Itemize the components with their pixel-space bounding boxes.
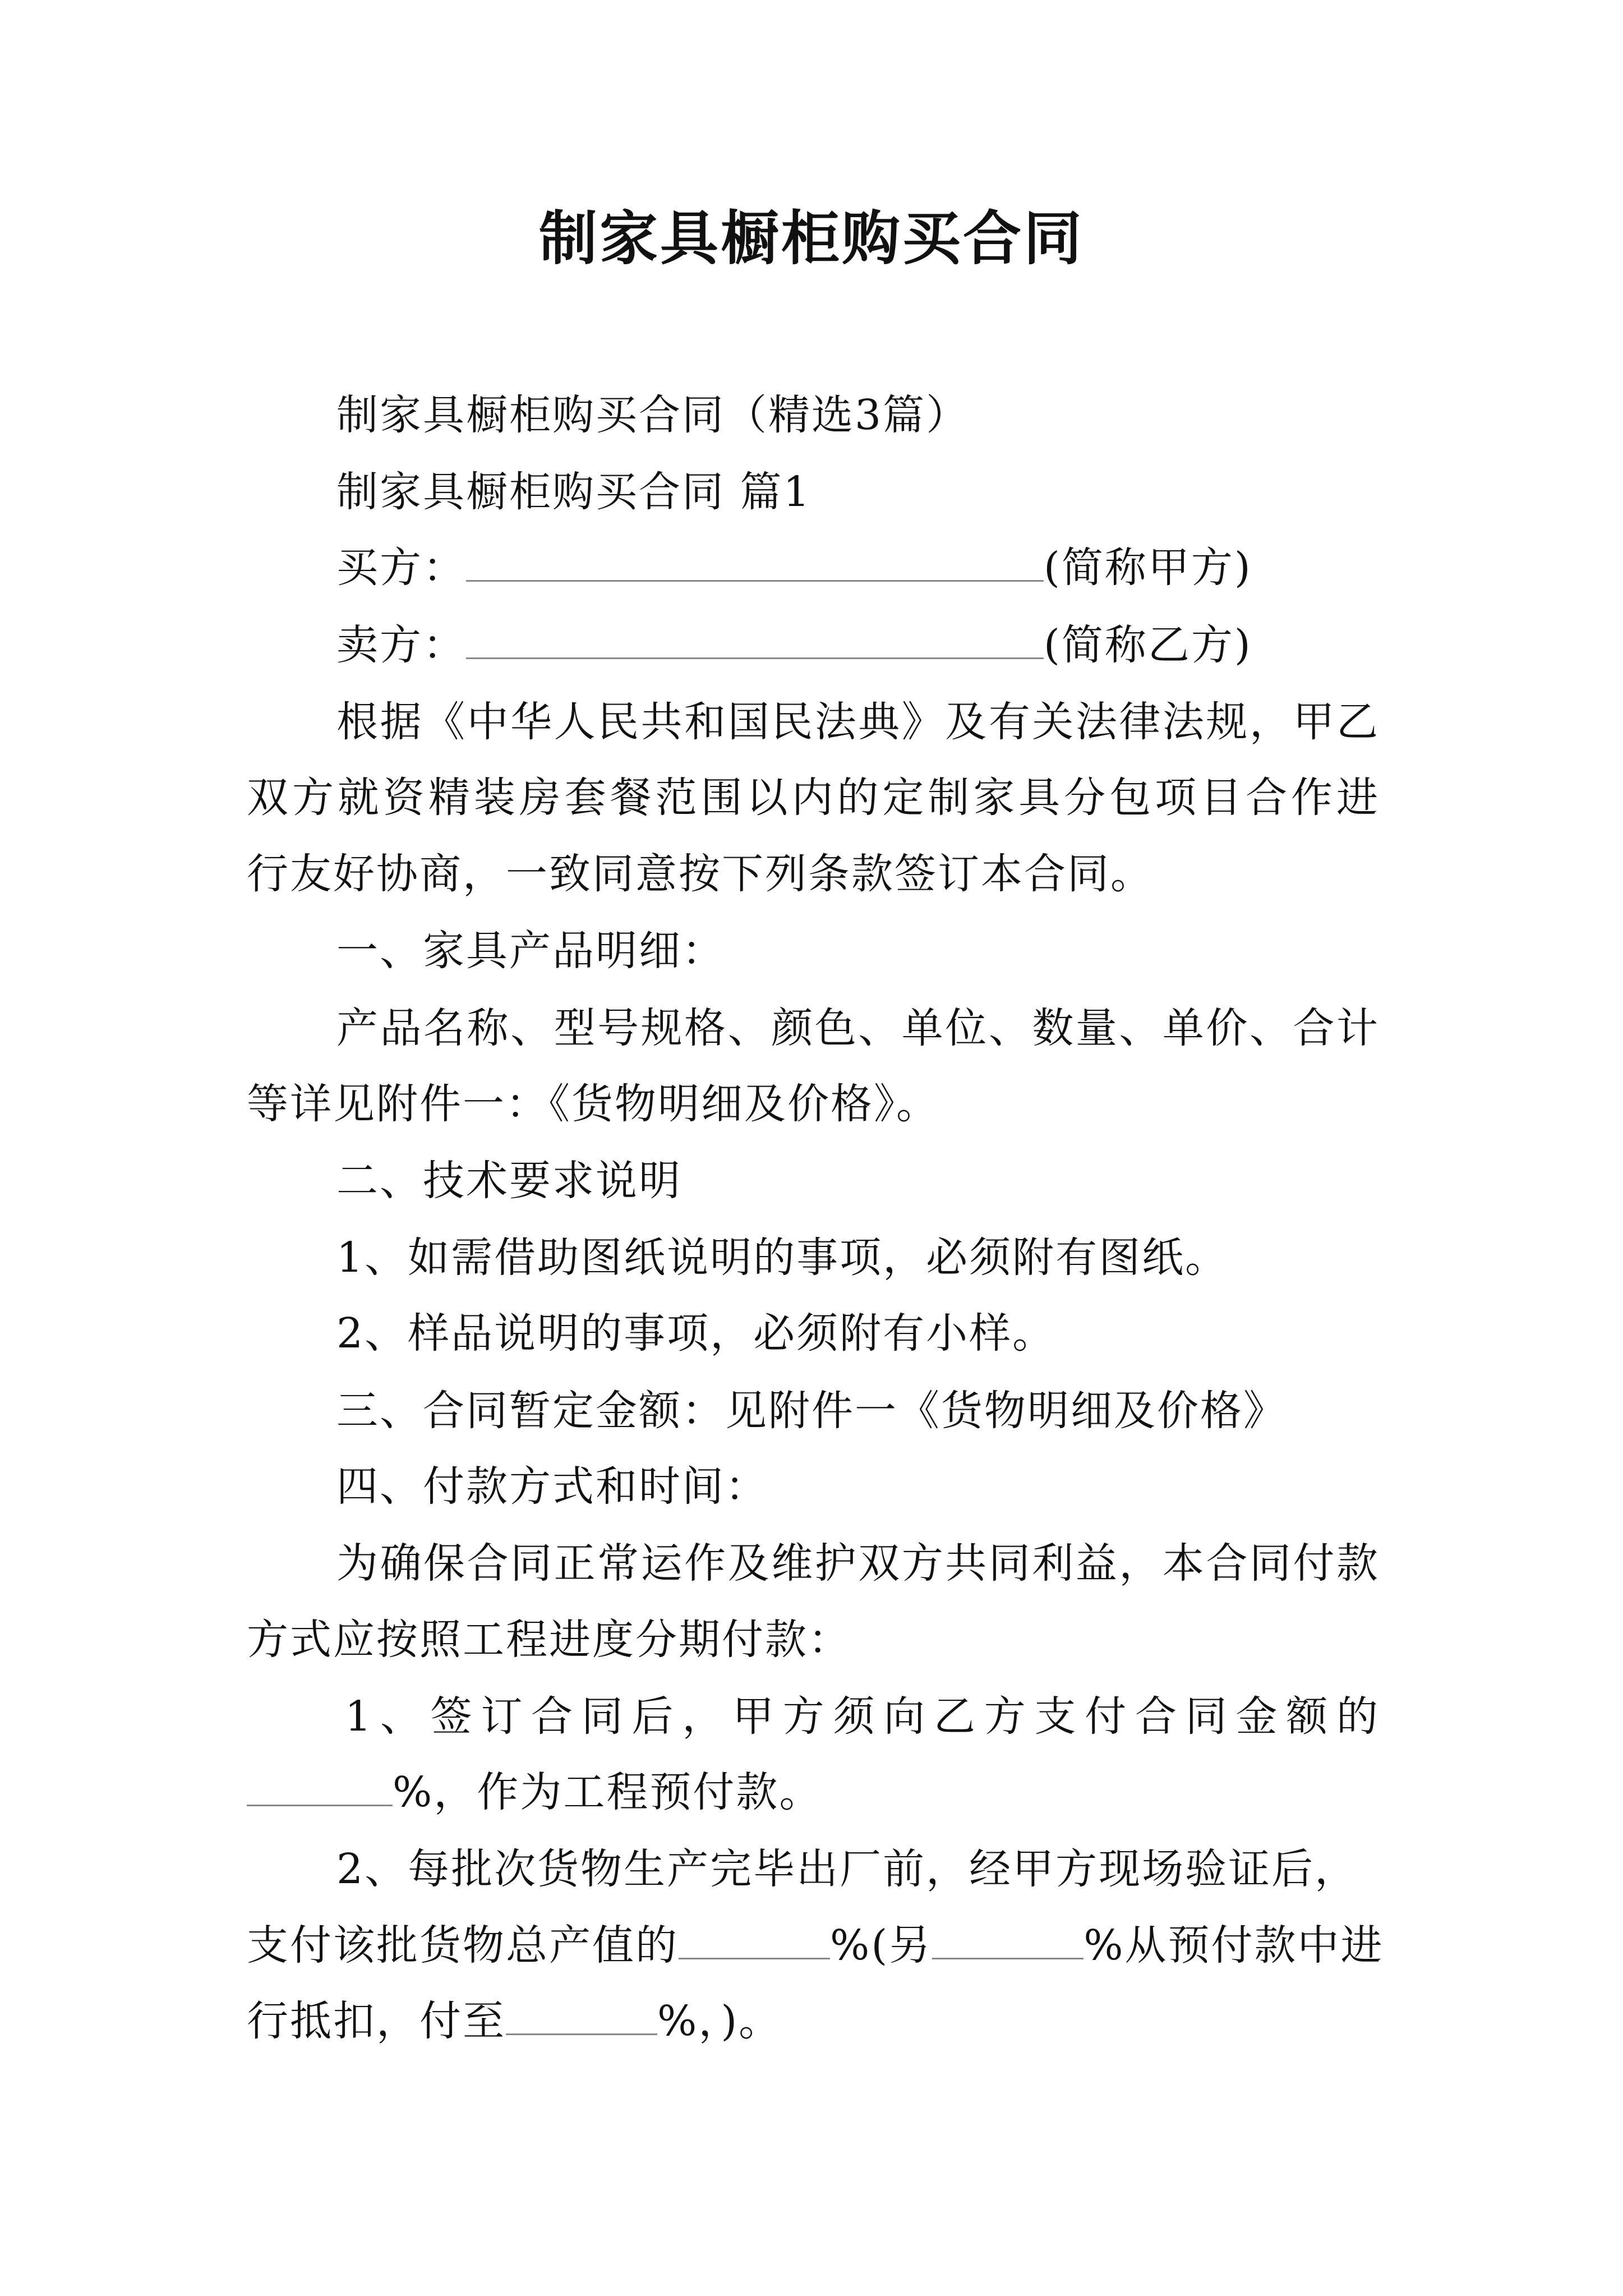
payment-item-2-line: 2、每批次货物生产完毕出厂前，经甲方现场验证后， — [336, 1845, 1358, 1893]
seller-line — [336, 617, 1380, 673]
payment-item-2-text: %，)。 — [657, 1997, 782, 2045]
payment-item-2-text: %(另 — [830, 1921, 933, 1970]
payment-item-1-text: %，作为工程预付款。 — [393, 1768, 823, 1816]
document-subtitle: 制家具橱柜购买合同（精选3篇） — [336, 391, 970, 439]
section-2-item: 2、样品说明的事项，必须附有小样。 — [336, 1309, 1056, 1358]
buyer-label: 买方： — [336, 544, 466, 592]
section-3-heading: 三、合同暂定金额：见附件一《货物明细及价格》 — [336, 1387, 1287, 1435]
section-1-heading: 一、家具产品明细： — [336, 927, 725, 975]
intro-line: 双方就资精装房套餐范围以内的定制家具分包项目合作进 — [247, 774, 1380, 822]
seller-label: 卖方： — [336, 621, 466, 669]
document-title: 制家具橱柜购买合同 — [538, 204, 1084, 273]
percent-blank — [932, 1918, 1083, 1959]
payment-item-2-line — [247, 1917, 1384, 1973]
section-4-heading: 四、付款方式和时间： — [336, 1462, 768, 1511]
section-1-line: 等详见附件一：《货物明细及价格》。 — [247, 1080, 939, 1128]
seller-suffix: (简称乙方) — [1044, 621, 1252, 669]
payment-item-1-line — [247, 1764, 1380, 1820]
buyer-name-blank — [466, 541, 1044, 582]
payment-item-2-line — [247, 1993, 1380, 2049]
intro-line: 行友好协商，一致同意按下列条款签订本合同。 — [247, 850, 1154, 898]
section-1-line: 产品名称、型号规格、颜色、单位、数量、单价、合计 — [336, 1004, 1380, 1052]
payment-item-2-text: %从预付款中进 — [1083, 1921, 1384, 1970]
percent-blank — [506, 1994, 657, 2035]
payment-item-2-text: 行抵扣，付至 — [247, 1997, 506, 2045]
section-heading: 制家具橱柜购买合同 篇1 — [336, 468, 811, 516]
payment-item-2-text: 支付该批货物总产值的 — [247, 1921, 679, 1970]
percent-blank — [247, 1765, 393, 1806]
section-2-heading: 二、技术要求说明 — [336, 1157, 682, 1205]
section-4-paragraph-line: 方式应按照工程进度分期付款： — [247, 1616, 851, 1664]
percent-blank — [679, 1918, 830, 1959]
intro-line: 根据《中华人民共和国民法典》及有关法律法规，甲乙 — [336, 698, 1380, 746]
section-4-paragraph-line: 为确保合同正常运作及维护双方共同利益，本合同付款 — [336, 1539, 1380, 1588]
payment-item-1-line: 1、签订合同后，甲方须向乙方支付合同金额的 — [345, 1692, 1380, 1741]
seller-name-blank — [466, 618, 1044, 659]
buyer-suffix: (简称甲方) — [1044, 544, 1252, 592]
buyer-line — [336, 540, 1380, 596]
section-2-item: 1、如需借助图纸说明的事项，必须附有图纸。 — [336, 1234, 1229, 1282]
